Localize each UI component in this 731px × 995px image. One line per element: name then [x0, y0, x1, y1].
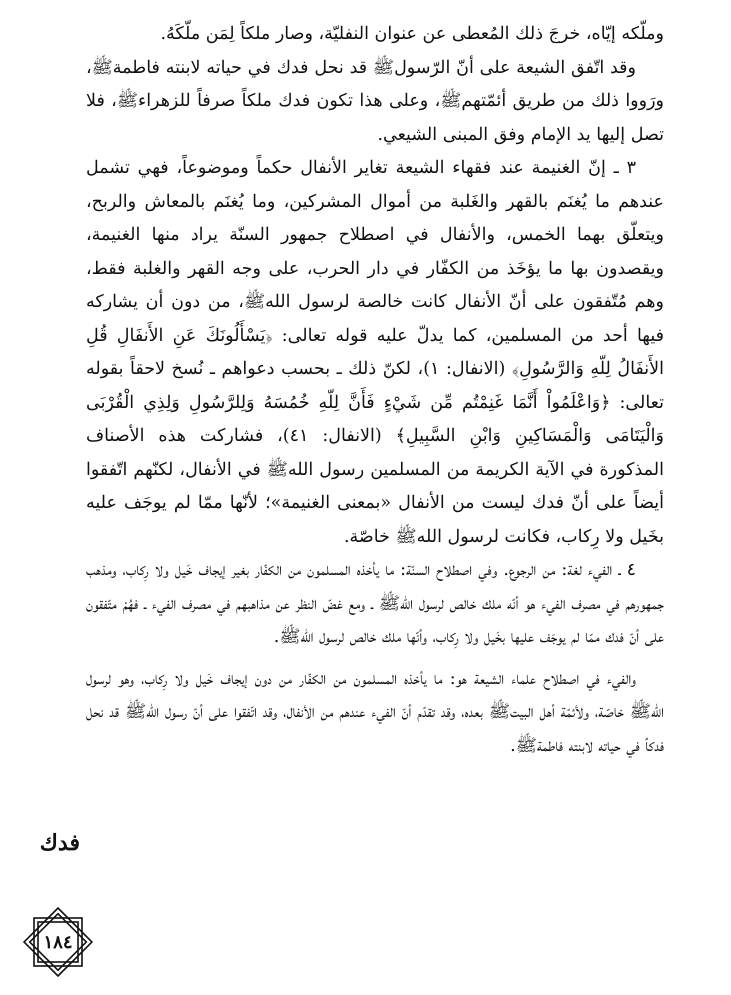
body-text [86, 18, 664, 763]
paragraph-4: ٤ ـ الفيء لغة: من الرجوع. وفي اصطلاح السنّة: ما يأخذه المسلمون من الكفّار بغير إيجاف خَيل ولا رِكاب، ومذهب جمهورهم في مصرف الفيء هو أنّه ملك خالص لرسول الله‌ﷺ ـ ومع غضّ النظر عن مذاهبهم في مصرف الفيء ـ فهُمْ متّفقون على أنّ فدك ممّا لم يوجَف عليها بخَيل ولا رِكاب، وأنّها ملك خالص لرسول الله‌ﷺ. [86, 560, 664, 647]
paragraph-5: والفيء في اصطلاح علماء الشيعة هو: ما يأخذه المسلمون من الكفّار من دون إيجاف خَيل ولا رِكاب، وهو لرسول الله‌ﷺ خاصّة، ولأئمّة أهل البيت‌ﷺ بعده، وقد تقدّم أنّ الفيء عندهم من الأنفال، وقد اتّفقوا على أنّ رسول الله‌ﷺ قد نحل فدكاً في حياته لابنته فاطمة‌ﷺ. [86, 668, 664, 756]
paragraph-2: وقد اتّفق الشيعة على أنّ الرّسول‌ﷺ قد نحل فدك في حياته لابنته فاطمة‌ﷺ، ورَووا ذلك من طريق أئمّتهم‌ﷺ، وعلى هذا تكون فدك ملكاً صرفاً للزهراء‌ﷺ، فلا تصل إليها يد الإمام وفق المبنى الشيعي. [86, 57, 664, 145]
chapter-glyph: فدك [39, 830, 80, 856]
page-number-badge [18, 902, 98, 982]
chapter-marker [39, 830, 80, 856]
paragraph-1: وملّكه إيّاه، خرجَ ذلك المُعطى عن عنوان النفليّة، وصار ملكاً لِمَن ملّكَهُ. [160, 24, 664, 44]
page-number: ١٨٤ [43, 931, 73, 953]
paragraph-3: ٣ ـ إنّ الغنيمة عند فقهاء الشيعة تغاير الأنفال حكماً وموضوعاً، فهي تشمل عندهم ما يُغنَم بالقهر والغَلبة من أموال المشركين، وما يُغنَم بالمعاش والربح، ويتعلّق بهما الخمس، والأنفال في اصطلاح جمهور السنّة يراد منها الغنيمة، ويقصدون بها ما يؤخَذ من الكفّار في دار الحرب، على وجه القهر والغلبة فقط، وهم مُتّفقون على أنّ الأنفال كانت خالصة لرسول الله‌ﷺ، من دون أن يشاركه فيها أحد من المسلمين، كما يدلّ عليه قوله تعالى: ﴿يَسْأَلُونَكَ عَنِ الأَنفَالِ قُلِ الأَنفَالُ لِلّهِ وَالرَّسُولِ﴾ (الانفال: ١)، لكنّ ذلك ـ بحسب دعواهم ـ نُسخ لاحقاً بقوله تعالى: ﴿وَاعْلَمُواْ أَنَّمَا غَنِمْتُم مِّن شَيْءٍ فَأَنَّ لِلّهِ خُمُسَهُ وَلِلرَّسُولِ وَلِذِي الْقُرْبَى وَالْيَتَامَى وَالْمَسَاكِينِ وَابْنِ السَّبِيلِ﴾ (الانفال: ٤١)، فشاركت هذه الأصناف المذكورة في الآية الكريمة من المسلمين رسول الله‌ﷺ في الأنفال، لكنّهم اتّفقوا أيضاً على أنّ فدك ليست من الأنفال «بمعنى الغنيمة»؛ لأنّها ممّا لم يوجَف عليه بخَيل ولا رِكاب، فكانت لرسول الله‌ﷺ خاصّة. [86, 158, 665, 547]
